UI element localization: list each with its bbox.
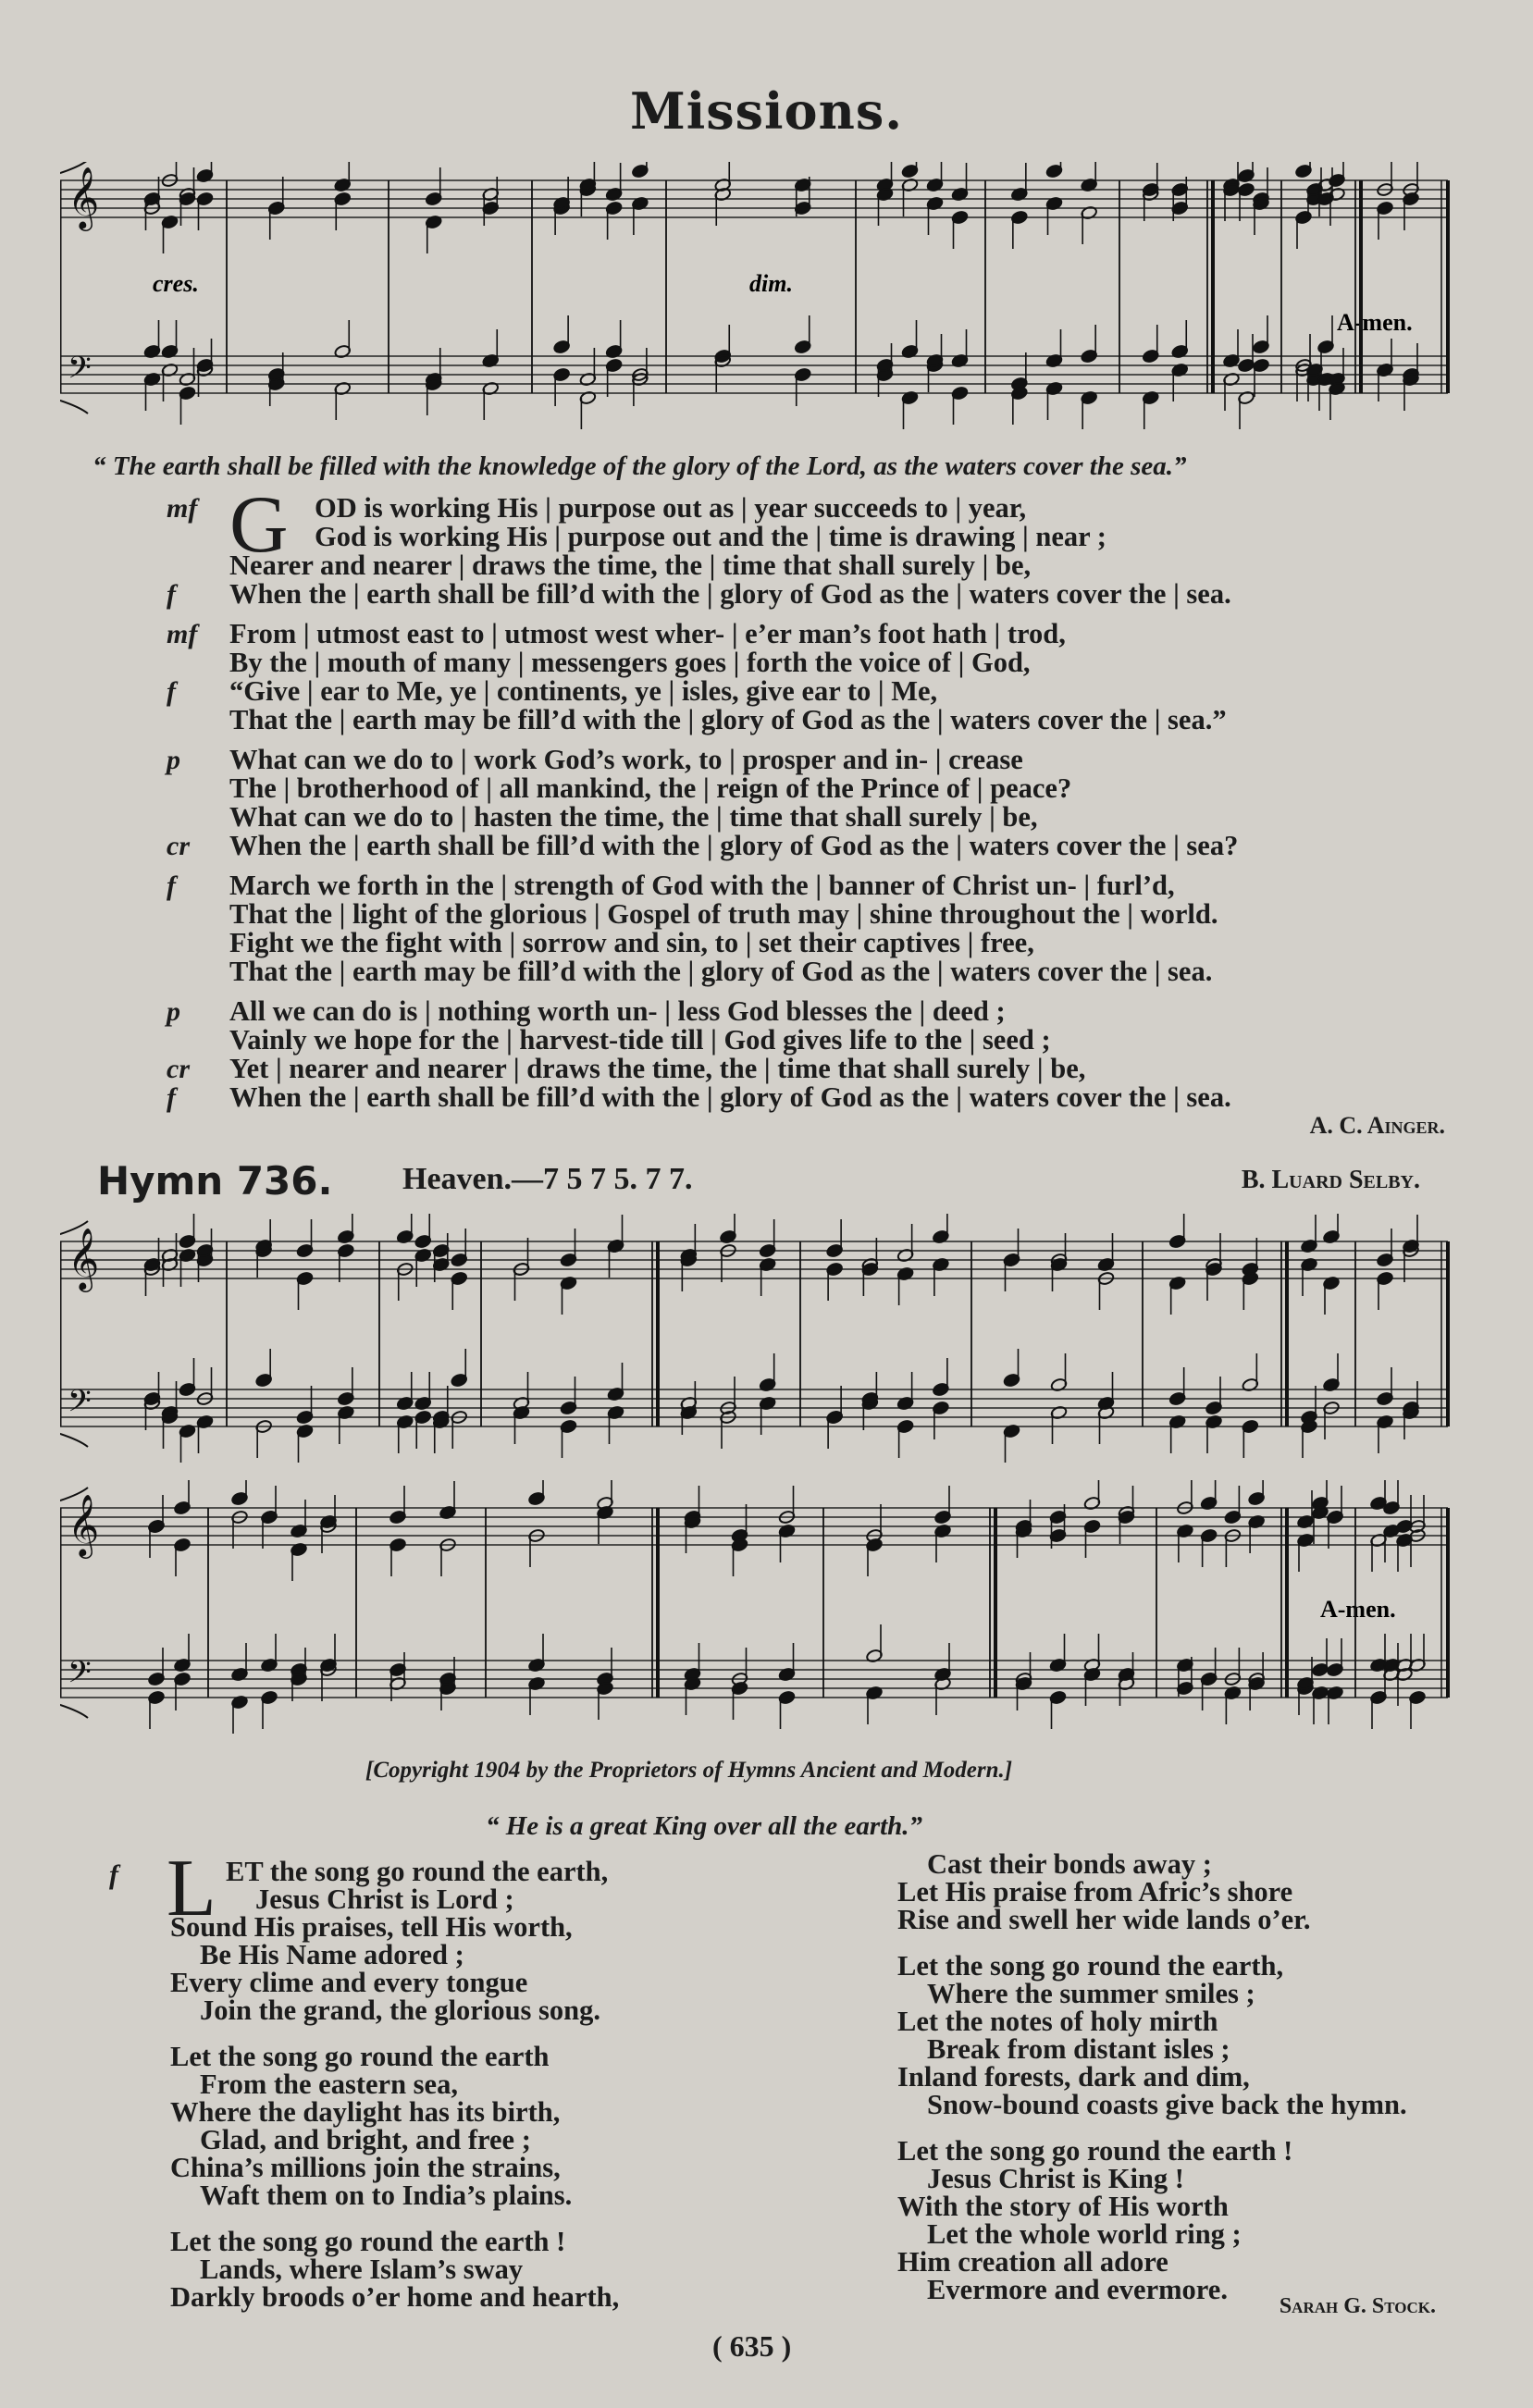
stanza-line <box>167 997 1480 1026</box>
hymn-header <box>97 1158 1420 1204</box>
stanza-text: That the | light of the glorious | Gospel of truth may | shine throughout the | world. <box>229 898 1218 930</box>
verse-line: Glad, and bright, and free ; <box>200 2124 531 2155</box>
stanza-line <box>167 957 1480 986</box>
stanza-text: All we can do is | nothing worth un- | less God blesses the | deed ; <box>229 995 1006 1027</box>
music-score-hymn-736-part-2 <box>60 1480 1453 1758</box>
stanza-text: That the | earth may be fill’d with the | glory of God as the | waters cover the | sea.” <box>229 704 1227 735</box>
dynamic-marking: cr <box>167 831 190 861</box>
verse-line: Every clime and every tongue <box>170 1967 528 1998</box>
verse-line: ET the song go round the earth, <box>226 1856 609 1887</box>
dynamic-marking: p <box>167 745 180 775</box>
stanza-text: Nearer and nearer | draws the time, the | time that shall surely | be, <box>229 550 1032 581</box>
verse-line: Jesus Christ is Lord ; <box>255 1883 514 1915</box>
dynamic-marking: mf <box>167 493 198 524</box>
stanza-line <box>167 774 1480 803</box>
verse-line: Evermore and evermore. <box>927 2274 1228 2305</box>
stanza-line <box>167 929 1480 957</box>
verse-column-left <box>170 1858 725 2311</box>
amen-label: A-men. <box>1320 1596 1396 1623</box>
stanza-line <box>167 551 1480 580</box>
verse-line: Let the song go round the earth ! <box>170 2226 566 2257</box>
verse-line: Rise and swell her wide lands o’er. <box>897 1904 1311 1935</box>
dynamic-marking: f <box>167 871 176 901</box>
stanza-text: By the | mouth of many | messengers goes | forth the voice of | God, <box>229 647 1031 678</box>
stanza-text: Yet | nearer and nearer | draws the time, the | time that shall surely | be, <box>229 1053 1086 1084</box>
stanza-line <box>167 900 1480 929</box>
stanza-line <box>167 832 1480 860</box>
stanza-line <box>167 871 1480 900</box>
dynamic-cres: cres. <box>153 270 199 297</box>
stanza-text: “Give | ear to Me, ye | continents, ye | isles, give ear to | Me, <box>229 675 938 707</box>
verse-line: Jesus Christ is King ! <box>927 2163 1184 2194</box>
verse-line: Where the daylight has its birth, <box>170 2096 561 2128</box>
verse-line: Be His Name adored ; <box>200 1939 464 1970</box>
verse-line: China’s millions join the strains, <box>170 2152 561 2183</box>
verse-line: Sound His praises, tell His worth, <box>170 1911 573 1943</box>
stanza-text: Fight we the fight with | sorrow and sin, to | set their captives | free, <box>229 927 1034 958</box>
verse-line: Snow-bound coasts give back the hymn. <box>927 2089 1407 2120</box>
stanza-line <box>167 1083 1480 1112</box>
stanza-text: When the | earth shall be fill’d with the | glory of God as the | waters cover the | sea. <box>229 1081 1231 1113</box>
verse-line: Let the song go round the earth <box>170 2041 550 2072</box>
section-title: Missions. <box>629 81 904 141</box>
treble-clef-icon: 𝄞 <box>68 1495 100 1555</box>
music-score-hymn-735 <box>60 162 1453 430</box>
dynamic-dim: dim. <box>749 270 793 297</box>
verse-line: Waft them on to India’s plains. <box>200 2180 573 2211</box>
verse-line: Break from distant isles ; <box>927 2033 1230 2065</box>
drop-cap: G <box>229 480 289 570</box>
stanza-text: When the | earth shall be fill’d with the | glory of God as the | waters cover the | sea? <box>229 830 1239 861</box>
stanza-line <box>167 1055 1480 1083</box>
verse-line: Darkly broods o’er home and hearth, <box>170 2281 620 2313</box>
treble-clef-icon: 𝄞 <box>68 167 100 228</box>
stanza-line <box>167 677 1480 706</box>
tune-name: Heaven.—7 5 7 5. 7 7. <box>402 1162 693 1196</box>
dynamic-marking: cr <box>167 1054 190 1084</box>
hymn-motto: “ The earth shall be filled with the knowledge of the glory of the Lord, as the waters cover the sea.” <box>93 451 1187 481</box>
verse-column-right <box>897 1850 1471 2303</box>
stanza-text: From | utmost east to | utmost west wher- | e’er man’s foot hath | trod, <box>229 618 1066 649</box>
composer: B. Luard Selby. <box>1241 1166 1420 1194</box>
copyright-notice: [Copyright 1904 by the Proprietors of Hymns Ancient and Modern.] <box>365 1758 1013 1783</box>
music-system <box>60 1480 1448 1734</box>
verse-line: Him creation all adore <box>897 2246 1168 2278</box>
stanza-line <box>167 648 1480 677</box>
music-score-hymn-736-part-1 <box>60 1214 1453 1463</box>
bass-clef-icon: 𝄢 <box>68 1655 92 1697</box>
stanza-line <box>167 803 1480 832</box>
stanza-line <box>167 1026 1480 1055</box>
stanza-text: That the | earth may be fill’d with the | glory of God as the | waters cover the | sea. <box>229 956 1213 987</box>
dynamic-marking: mf <box>167 619 198 649</box>
hymn-stanzas <box>167 480 1480 1113</box>
stanza-line <box>167 523 1480 551</box>
bass-clef-icon: 𝄢 <box>68 351 92 392</box>
verse-line: Cast their bonds away ; <box>927 1848 1212 1880</box>
stanza-line <box>167 706 1480 735</box>
stanza-text: The | brotherhood of | all mankind, the | reign of the Prince of | peace? <box>229 772 1072 804</box>
hymn-author: Sarah G. Stock. <box>1279 2294 1436 2318</box>
verse-line: Let the song go round the earth, <box>897 1950 1284 1982</box>
stanza-line <box>167 580 1480 609</box>
stanza-text: What can we do to | hasten the time, the | time that shall surely | be, <box>229 801 1038 833</box>
stanza-text: What can we do to | work God’s work, to | prosper and in- | crease <box>229 744 1023 775</box>
treble-clef-icon: 𝄞 <box>68 1229 100 1289</box>
verse-line: Inland forests, dark and dim, <box>897 2061 1250 2093</box>
stanza-line <box>167 746 1480 774</box>
dynamic-marking: p <box>167 996 180 1027</box>
dynamic-marking: f <box>167 579 176 610</box>
page-number: ( 635 ) <box>712 2329 792 2363</box>
verse-line: Lands, where Islam’s sway <box>200 2254 524 2285</box>
dynamic-marking: f <box>109 1859 118 1890</box>
stanza-text: March we forth in the | strength of God with the | banner of Christ un- | furl’d, <box>229 870 1175 901</box>
verse-line: Let the notes of holy mirth <box>897 2006 1218 2037</box>
stanza-text: Vainly we hope for the | harvest-tide till | God gives life to the | seed ; <box>229 1024 1051 1056</box>
stanza-text: OD is working His | purpose out as | year succeeds to | year, <box>315 492 1027 524</box>
music-system <box>60 1214 1448 1463</box>
dynamic-marking: f <box>167 676 176 707</box>
bass-clef-icon: 𝄢 <box>68 1384 92 1426</box>
stanza-text: When the | earth shall be fill’d with the | glory of God as the | waters cover the | sea. <box>229 578 1231 610</box>
drop-cap: L <box>167 1844 216 1933</box>
stanza-line <box>167 620 1480 648</box>
verse-line: Join the grand, the glorious song. <box>200 1994 600 2026</box>
verse-line: Let His praise from Afric’s shore <box>897 1876 1293 1908</box>
verse-line: Let the whole world ring ; <box>927 2218 1242 2250</box>
stanza-text: God is working His | purpose out and the | time is drawing | near ; <box>315 521 1106 552</box>
amen-label: A-men. <box>1337 309 1413 336</box>
hymn-author: A. C. Ainger. <box>1309 1112 1445 1139</box>
verse-line: With the story of His worth <box>897 2191 1229 2222</box>
hymn-number: Hymn 736. <box>97 1158 333 1204</box>
dynamic-marking: f <box>167 1082 176 1113</box>
hymn-motto: “ He is a great King over all the earth.” <box>486 1811 923 1841</box>
verse-line: Let the song go round the earth ! <box>897 2135 1293 2167</box>
verse-line: Where the summer smiles ; <box>927 1978 1255 2009</box>
verse-line: From the eastern sea, <box>200 2068 458 2100</box>
